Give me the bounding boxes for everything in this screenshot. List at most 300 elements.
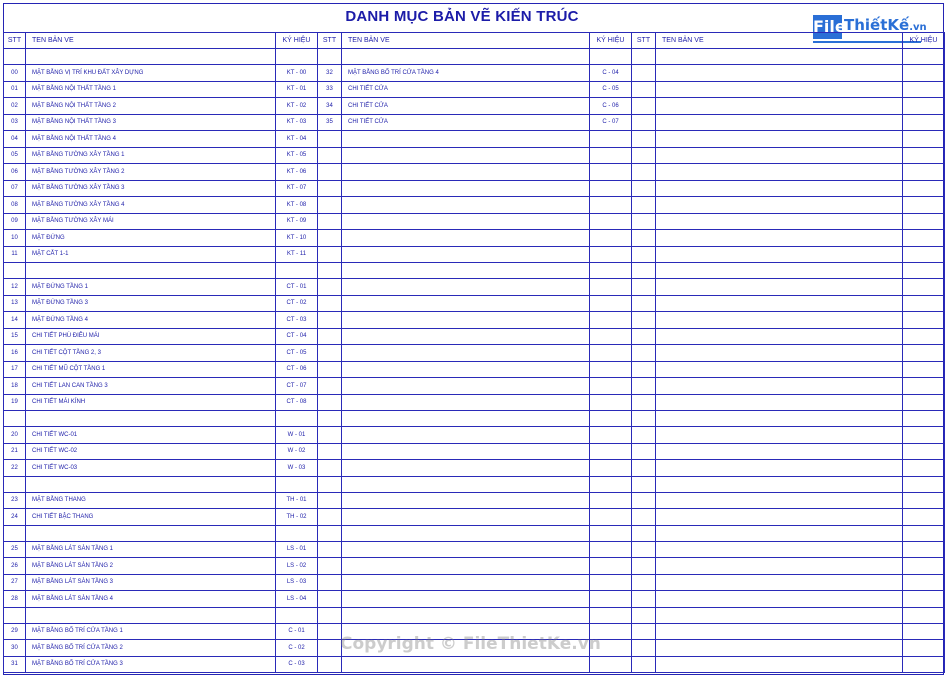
cell-name [342, 246, 590, 263]
cell-stt [318, 558, 342, 575]
cell-code [903, 147, 945, 164]
cell-code [276, 49, 318, 65]
cell-code [276, 263, 318, 279]
cell-stt [318, 312, 342, 329]
cell-stt [632, 263, 656, 279]
cell-code [903, 558, 945, 575]
cell-name [26, 476, 276, 492]
cell-name [342, 197, 590, 214]
header-stt-1: STT [4, 33, 26, 49]
cell-stt: 02 [4, 98, 26, 115]
cell-code [590, 509, 632, 526]
cell-name [342, 328, 590, 345]
cell-stt [4, 607, 26, 623]
table-row [4, 476, 945, 492]
cell-name: CHI TIẾT WC-01 [26, 427, 276, 444]
cell-code [590, 279, 632, 296]
cell-name [656, 197, 903, 214]
cell-name [342, 394, 590, 411]
cell-stt [632, 476, 656, 492]
cell-code [590, 492, 632, 509]
cell-code [276, 411, 318, 427]
table-body [4, 33, 945, 673]
cell-name [656, 378, 903, 395]
cell-name [656, 476, 903, 492]
cell-stt [632, 49, 656, 65]
table-row [4, 591, 945, 608]
cell-code [276, 476, 318, 492]
cell-stt [632, 460, 656, 477]
cell-code [903, 591, 945, 608]
cell-stt [632, 230, 656, 247]
cell-stt: 14 [4, 312, 26, 329]
cell-code [903, 197, 945, 214]
cell-name: MẶT ĐỨNG TẦNG 4 [26, 312, 276, 329]
cell-name: MẶT BẰNG BỐ TRÍ CỬA TẦNG 1 [26, 623, 276, 640]
cell-code [903, 476, 945, 492]
cell-name [656, 230, 903, 247]
cell-code: C - 06 [590, 98, 632, 115]
table-row [4, 541, 945, 558]
cell-code [590, 591, 632, 608]
cell-code: TH - 01 [276, 492, 318, 509]
cell-name [656, 49, 903, 65]
cell-name [342, 541, 590, 558]
cell-stt [318, 378, 342, 395]
cell-code: CT - 05 [276, 345, 318, 362]
table-row [4, 656, 945, 673]
cell-name [342, 558, 590, 575]
cell-name: MẶT BẰNG BỐ TRÍ CỬA TẦNG 2 [26, 640, 276, 657]
cell-stt: 32 [318, 65, 342, 82]
cell-name [656, 411, 903, 427]
cell-code [903, 394, 945, 411]
cell-code [590, 147, 632, 164]
cell-code: W - 02 [276, 443, 318, 460]
cell-stt: 31 [4, 656, 26, 673]
cell-stt: 12 [4, 279, 26, 296]
cell-code [903, 460, 945, 477]
cell-code [903, 443, 945, 460]
cell-stt [318, 180, 342, 197]
cell-stt: 17 [4, 361, 26, 378]
cell-name: CHI TIẾT MŨ CỘT TẦNG 1 [26, 361, 276, 378]
cell-code [590, 378, 632, 395]
cell-name [342, 279, 590, 296]
cell-name [656, 394, 903, 411]
cell-code [903, 49, 945, 65]
cell-stt: 22 [4, 460, 26, 477]
cell-name [656, 656, 903, 673]
cell-stt [632, 574, 656, 591]
cell-code: KT - 03 [276, 114, 318, 131]
cell-name [26, 411, 276, 427]
cell-stt [632, 164, 656, 181]
cell-name [656, 114, 903, 131]
cell-code [903, 492, 945, 509]
table-row [4, 312, 945, 329]
cell-name [26, 607, 276, 623]
cell-stt [632, 328, 656, 345]
cell-code: CT - 03 [276, 312, 318, 329]
cell-name [656, 640, 903, 657]
cell-name [656, 541, 903, 558]
cell-name [342, 656, 590, 673]
cell-name [342, 476, 590, 492]
header-name-1: TEN BẢN VE [26, 33, 276, 49]
cell-stt: 16 [4, 345, 26, 362]
cell-stt [632, 197, 656, 214]
cell-name: CHI TIẾT LAN CAN TẦNG 3 [26, 378, 276, 395]
cell-name [656, 509, 903, 526]
table-row [4, 574, 945, 591]
cell-name: CHI TIẾT CỘT TẦNG 2, 3 [26, 345, 276, 362]
cell-stt: 01 [4, 81, 26, 98]
header-code-1: KÝ HIỆU [276, 33, 318, 49]
cell-code [903, 541, 945, 558]
table-row [4, 114, 945, 131]
cell-name: MẶT ĐỨNG TẦNG 3 [26, 295, 276, 312]
table-row [4, 147, 945, 164]
cell-name [656, 443, 903, 460]
cell-stt [318, 295, 342, 312]
cell-code [590, 263, 632, 279]
cell-name: CHI TIẾT PHÙ ĐIÊU MÁI [26, 328, 276, 345]
cell-name [342, 295, 590, 312]
table-row [4, 263, 945, 279]
cell-stt [632, 394, 656, 411]
cell-name [656, 574, 903, 591]
logo-domain: .vn [909, 22, 927, 33]
cell-code [590, 574, 632, 591]
cell-stt [318, 361, 342, 378]
cell-name [656, 492, 903, 509]
cell-stt: 29 [4, 623, 26, 640]
cell-name [342, 525, 590, 541]
cell-code: KT - 11 [276, 246, 318, 263]
cell-code: LS - 04 [276, 591, 318, 608]
cell-code: KT - 10 [276, 230, 318, 247]
cell-code [903, 656, 945, 673]
cell-name [656, 328, 903, 345]
cell-stt [632, 509, 656, 526]
cell-name [656, 147, 903, 164]
cell-stt [632, 81, 656, 98]
page-title: DANH MỤC BẢN VẼ KIẾN TRÚC [345, 8, 579, 25]
cell-name: CHI TIẾT CỬA [342, 114, 590, 131]
table-row [4, 443, 945, 460]
cell-name: MẶT BẰNG TƯỜNG XÂY TẦNG 4 [26, 197, 276, 214]
cell-name: CHI TIẾT CỬA [342, 98, 590, 115]
cell-name [656, 525, 903, 541]
cell-stt: 00 [4, 65, 26, 82]
table-row [4, 345, 945, 362]
cell-code: KT - 00 [276, 65, 318, 82]
table-row [4, 279, 945, 296]
cell-name: CHI TIẾT WC-03 [26, 460, 276, 477]
cell-code [903, 230, 945, 247]
table-row [4, 131, 945, 148]
table-row [4, 525, 945, 541]
cell-code: KT - 05 [276, 147, 318, 164]
cell-stt: 08 [4, 197, 26, 214]
cell-name [342, 509, 590, 526]
cell-name [342, 49, 590, 65]
cell-code [590, 394, 632, 411]
cell-stt [632, 213, 656, 230]
cell-name [342, 411, 590, 427]
cell-code: CT - 08 [276, 394, 318, 411]
cell-name: MẶT BẰNG THANG [26, 492, 276, 509]
cell-stt [318, 427, 342, 444]
cell-stt [632, 147, 656, 164]
table-row [4, 460, 945, 477]
cell-name [656, 180, 903, 197]
cell-name [342, 147, 590, 164]
cell-stt: 09 [4, 213, 26, 230]
cell-stt [4, 49, 26, 65]
cell-code: KT - 04 [276, 131, 318, 148]
cell-stt: 07 [4, 180, 26, 197]
cell-stt [632, 623, 656, 640]
cell-stt: 20 [4, 427, 26, 444]
cell-name [342, 164, 590, 181]
cell-name [342, 378, 590, 395]
cell-code [590, 295, 632, 312]
cell-name: CHI TIẾT WC-02 [26, 443, 276, 460]
table-row [4, 492, 945, 509]
table-row [4, 394, 945, 411]
cell-name [656, 279, 903, 296]
cell-name [342, 607, 590, 623]
cell-stt [632, 246, 656, 263]
header-name-3: TEN BẢN VE [656, 33, 903, 49]
cell-stt [318, 623, 342, 640]
cell-stt [632, 361, 656, 378]
cell-code: W - 03 [276, 460, 318, 477]
cell-code [590, 197, 632, 214]
cell-stt: 21 [4, 443, 26, 460]
cell-name [342, 230, 590, 247]
cell-stt [632, 378, 656, 395]
cell-code: KT - 01 [276, 81, 318, 98]
cell-name [342, 131, 590, 148]
cell-stt [4, 411, 26, 427]
cell-code [590, 460, 632, 477]
cell-code [903, 98, 945, 115]
table-row [4, 361, 945, 378]
cell-code: CT - 01 [276, 279, 318, 296]
cell-code [903, 180, 945, 197]
cell-code [590, 361, 632, 378]
cell-stt [632, 180, 656, 197]
cell-name [342, 492, 590, 509]
cell-code: C - 03 [276, 656, 318, 673]
cell-name [342, 263, 590, 279]
cell-stt [318, 476, 342, 492]
cell-stt [632, 525, 656, 541]
table-row [4, 295, 945, 312]
cell-stt: 25 [4, 541, 26, 558]
cell-stt [318, 640, 342, 657]
cell-code [903, 623, 945, 640]
cell-name: MẶT BẰNG NỘI THẤT TẦNG 4 [26, 131, 276, 148]
cell-name [342, 460, 590, 477]
cell-stt [318, 394, 342, 411]
cell-stt [632, 427, 656, 444]
cell-name [656, 98, 903, 115]
cell-code [590, 49, 632, 65]
cell-stt [632, 279, 656, 296]
cell-stt [318, 328, 342, 345]
cell-name: MẶT BẰNG TƯỜNG XÂY MÁI [26, 213, 276, 230]
cell-code [903, 411, 945, 427]
table-row [4, 81, 945, 98]
cell-name [342, 427, 590, 444]
cell-name [656, 558, 903, 575]
header-stt-3: STT [632, 33, 656, 49]
cell-code [903, 65, 945, 82]
cell-code [903, 345, 945, 362]
cell-name [342, 345, 590, 362]
cell-stt [632, 411, 656, 427]
cell-stt: 35 [318, 114, 342, 131]
cell-name: MẶT CẮT 1-1 [26, 246, 276, 263]
cell-code: C - 04 [590, 65, 632, 82]
cell-stt [632, 131, 656, 148]
cell-stt [318, 345, 342, 362]
cell-name [342, 361, 590, 378]
table-row [4, 164, 945, 181]
cell-stt [318, 574, 342, 591]
cell-stt [318, 131, 342, 148]
cell-code: KT - 09 [276, 213, 318, 230]
cell-name [26, 49, 276, 65]
cell-stt [632, 98, 656, 115]
cell-code: LS - 01 [276, 541, 318, 558]
cell-name: MẶT BẰNG LÁT SÀN TẦNG 1 [26, 541, 276, 558]
cell-stt: 15 [4, 328, 26, 345]
cell-name: CHI TIẾT BẬC THANG [26, 509, 276, 526]
cell-stt: 19 [4, 394, 26, 411]
cell-stt [318, 411, 342, 427]
cell-stt: 34 [318, 98, 342, 115]
cell-name: CHI TIẾT CỬA [342, 81, 590, 98]
cell-stt [632, 65, 656, 82]
cell-code [903, 378, 945, 395]
cell-stt [318, 460, 342, 477]
cell-stt [632, 114, 656, 131]
cell-stt [318, 197, 342, 214]
cell-code [903, 640, 945, 657]
cell-name [656, 131, 903, 148]
cell-name [656, 591, 903, 608]
cell-code [276, 607, 318, 623]
table-row [4, 197, 945, 214]
cell-name: MẶT BẰNG TƯỜNG XÂY TẦNG 3 [26, 180, 276, 197]
cell-code: C - 05 [590, 81, 632, 98]
cell-stt: 11 [4, 246, 26, 263]
cell-code: W - 01 [276, 427, 318, 444]
cell-stt [318, 49, 342, 65]
cell-code [590, 476, 632, 492]
cell-code [903, 427, 945, 444]
cell-name: MẶT BẰNG NỘI THẤT TẦNG 1 [26, 81, 276, 98]
cell-stt: 27 [4, 574, 26, 591]
cell-code [590, 180, 632, 197]
cell-code [903, 246, 945, 263]
cell-stt [318, 443, 342, 460]
cell-stt [632, 640, 656, 657]
cell-code [903, 525, 945, 541]
cell-name [656, 460, 903, 477]
cell-code [590, 427, 632, 444]
cell-stt: 30 [4, 640, 26, 657]
cell-stt [632, 312, 656, 329]
cell-stt: 06 [4, 164, 26, 181]
cell-code [590, 131, 632, 148]
cell-stt: 13 [4, 295, 26, 312]
cell-stt [632, 295, 656, 312]
cell-name: MẶT BẰNG LÁT SÀN TẦNG 4 [26, 591, 276, 608]
header-row [4, 33, 945, 49]
table-row [4, 328, 945, 345]
cell-stt [632, 443, 656, 460]
table-row [4, 509, 945, 526]
cell-name [656, 81, 903, 98]
cell-name [656, 246, 903, 263]
cell-code: KT - 06 [276, 164, 318, 181]
cell-stt [632, 345, 656, 362]
cell-stt [318, 607, 342, 623]
cell-stt: 23 [4, 492, 26, 509]
cell-code [903, 81, 945, 98]
cell-name [656, 65, 903, 82]
cell-code [903, 279, 945, 296]
cell-stt [632, 541, 656, 558]
cell-name: MẶT BẰNG LÁT SÀN TẦNG 3 [26, 574, 276, 591]
cell-stt [318, 230, 342, 247]
cell-name: MẶT ĐỨNG TẦNG 1 [26, 279, 276, 296]
cell-code [903, 263, 945, 279]
cell-code: CT - 07 [276, 378, 318, 395]
cell-code: CT - 04 [276, 328, 318, 345]
cell-stt: 18 [4, 378, 26, 395]
cell-name [342, 591, 590, 608]
cell-code: CT - 02 [276, 295, 318, 312]
cell-stt [318, 263, 342, 279]
cell-code [590, 607, 632, 623]
header-stt-2: STT [318, 33, 342, 49]
cell-code [903, 213, 945, 230]
cell-stt [318, 525, 342, 541]
table-row [4, 49, 945, 65]
table-row [4, 246, 945, 263]
cell-name [342, 213, 590, 230]
table-row [4, 378, 945, 395]
cell-code: C - 02 [276, 640, 318, 657]
copyright-watermark: Copyright © FileThietKe.vn [340, 634, 601, 654]
cell-code: KT - 07 [276, 180, 318, 197]
cell-code [276, 525, 318, 541]
cell-stt [318, 591, 342, 608]
cell-name [656, 164, 903, 181]
cell-name: MẶT BẰNG VỊ TRÍ KHU ĐẤT XÂY DỰNG [26, 65, 276, 82]
cell-code [903, 574, 945, 591]
cell-name [656, 263, 903, 279]
cell-name: MẶT BẰNG NỘI THẤT TẦNG 2 [26, 98, 276, 115]
cell-code [903, 164, 945, 181]
